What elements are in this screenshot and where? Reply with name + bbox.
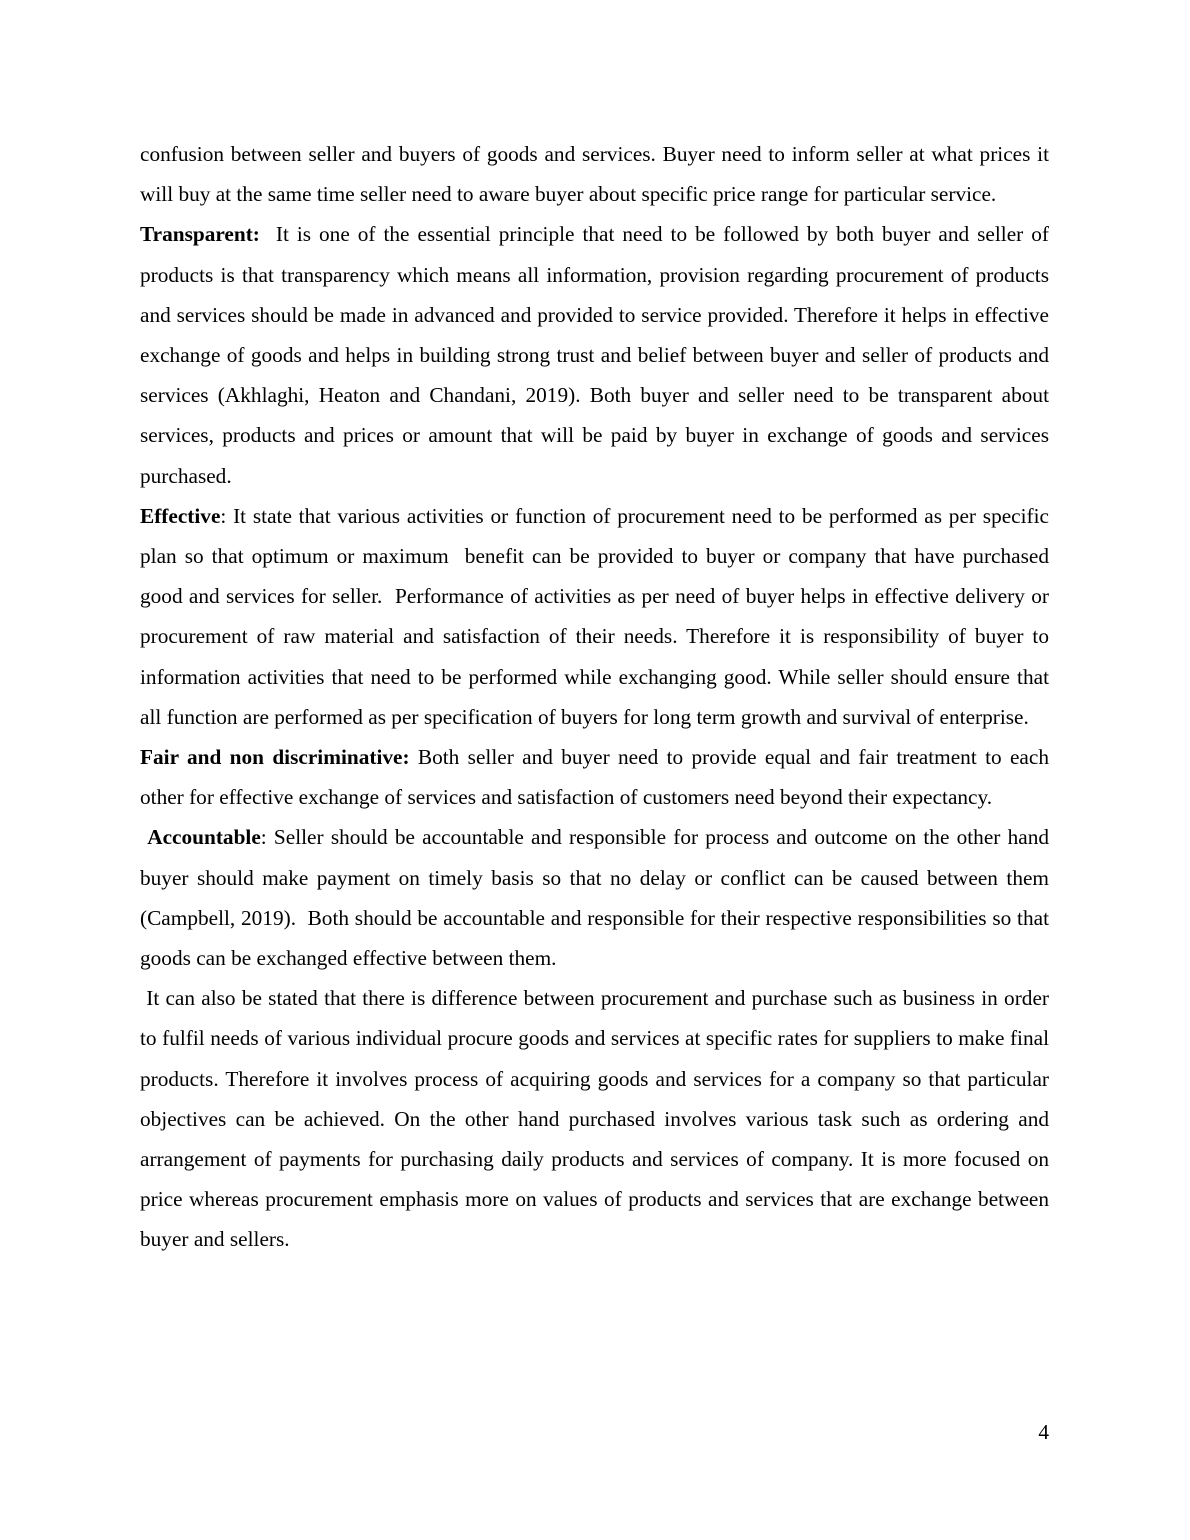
paragraph-accountable [140, 817, 1049, 978]
document-body [140, 134, 1049, 1260]
paragraph-transparent [140, 214, 1049, 495]
paragraph-text: Both seller and buyer need to provide equal and fair treatment to each other for effective exchange of services and satisfaction of customers need beyond their expectancy. [140, 745, 1049, 810]
paragraph-heading-effective: Effective [140, 503, 221, 528]
paragraph-heading-transparent: Transparent: [140, 222, 260, 247]
paragraph-text: : Seller should be accountable and responsible for process and outcome on the other hand buyer should make payment on timely basis so that no delay or conflict can be caused between them (Campbell, 2019). Both should be accountable and responsible for their respective responsibilities so that goods can be exchanged effective between them. [140, 825, 1049, 971]
paragraph-effective [140, 496, 1049, 737]
paragraph-text: It can also be stated that there is difference between procurement and purchase such as business in order to fulfil needs of various individual procure goods and services at specific rates for suppliers to make final products. Therefore it involves process of acquiring goods and services for a company so that particular objectives can be achieved. On the other hand purchased involves various task such as ordering and arrangement of payments for purchasing daily products and services of company. It is more focused on price whereas procurement emphasis more on values of products and services that are exchange between buyer and sellers. [140, 986, 1049, 1252]
paragraph-intro-continuation [140, 134, 1049, 214]
paragraph-text: confusion between seller and buyers of goods and services. Buyer need to inform seller at what prices it will buy at the same time seller need to aware buyer about specific price range for particular service. [140, 142, 1049, 207]
paragraph-text: It is one of the essential principle that need to be followed by both buyer and seller of products is that transparency which means all information, provision regarding procurement of products and services should be made in advanced and provided to service provided. Therefore it helps in effective exchange of goods and helps in building strong trust and belief between buyer and seller of products and services (Akhlaghi, Heaton and Chandani, 2019). Both buyer and seller need to be transparent about services, products and prices or amount that will be paid by buyer in exchange of goods and services purchased. [140, 222, 1049, 488]
paragraph-procurement-vs-purchase [140, 978, 1049, 1259]
paragraph-text: : It state that various activities or function of procurement need to be performed as per specific plan so that optimum or maximum benefit can be provided to buyer or company that have purchased good and services for seller. Performance of activities as per need of buyer helps in effective delivery or procurement of raw material and satisfaction of their needs. Therefore it is responsibility of buyer to information activities that need to be performed while exchanging good. While seller should ensure that all function are performed as per specification of buyers for long term growth and survival of enterprise. [140, 503, 1049, 729]
paragraph-fair [140, 737, 1049, 817]
paragraph-heading-accountable: Accountable [140, 825, 261, 850]
paragraph-heading-fair: Fair and non discriminative: [140, 745, 410, 770]
page-number: 4 [1038, 1420, 1049, 1444]
